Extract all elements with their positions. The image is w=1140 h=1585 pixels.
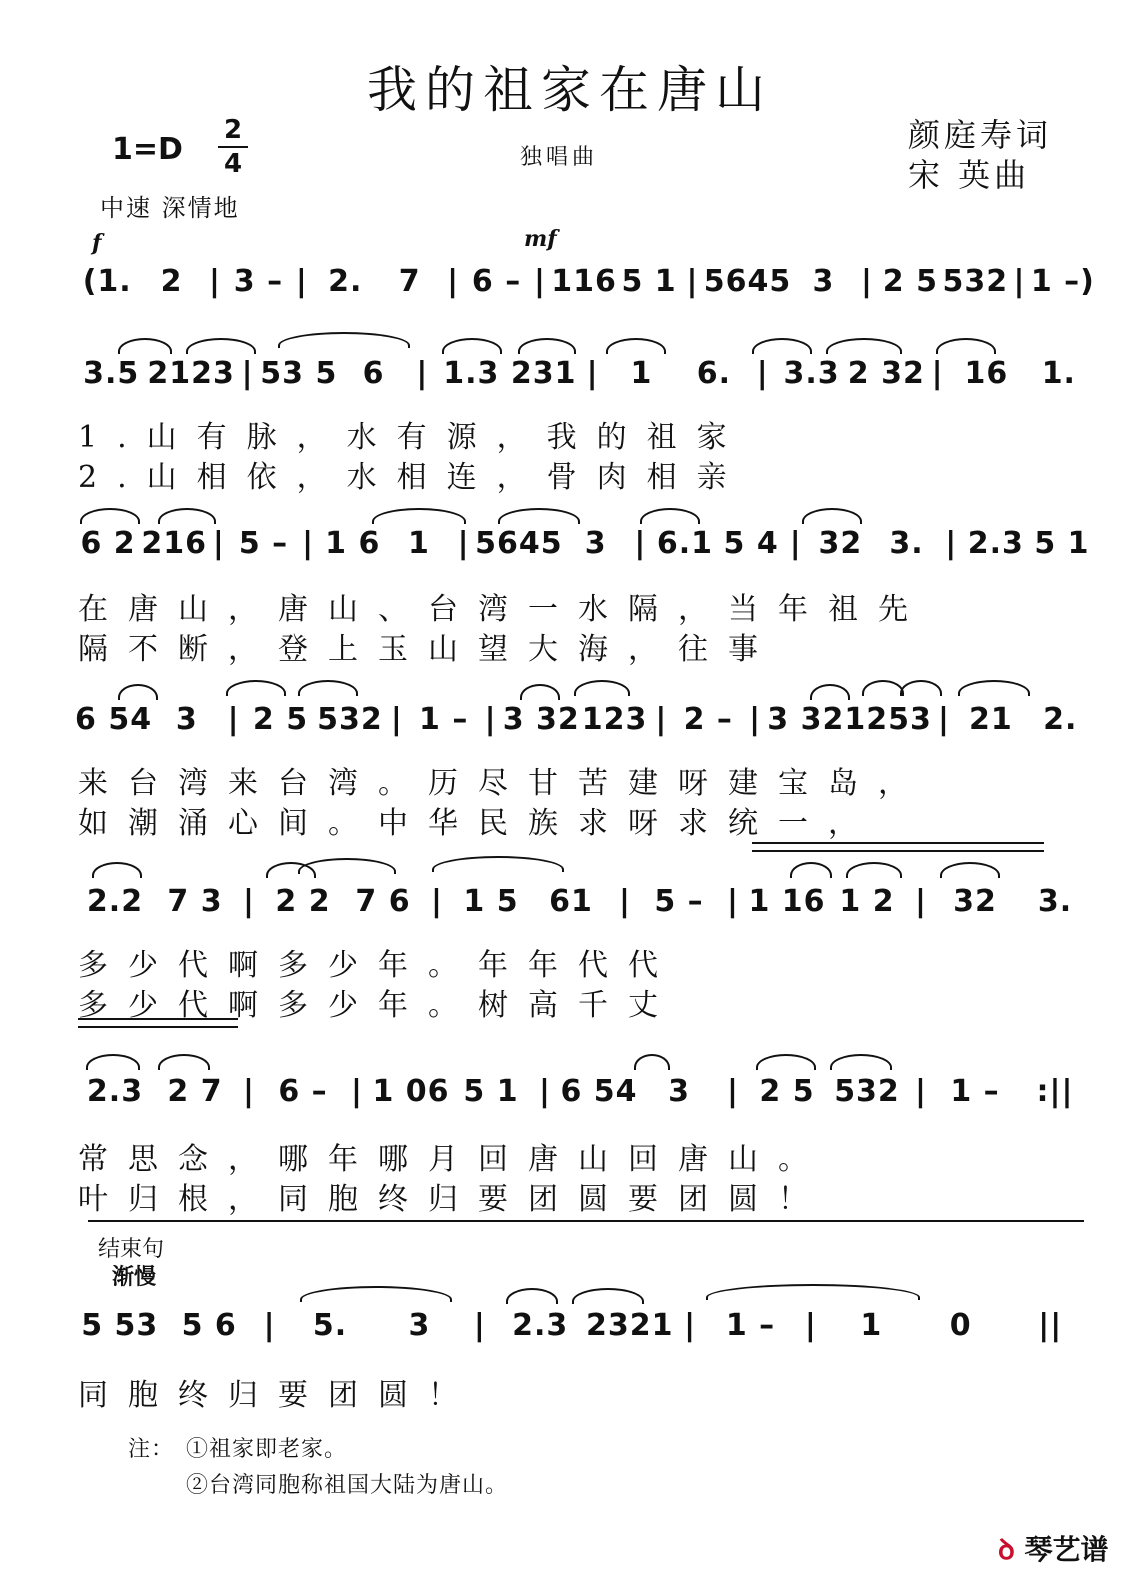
note-group: 32 (953, 883, 997, 919)
barline: | (945, 525, 958, 561)
slur (520, 684, 560, 700)
barline: | (931, 355, 944, 391)
barline: | (351, 1073, 363, 1109)
note-group: 53 5 (260, 355, 338, 391)
barline: | (539, 1073, 551, 1109)
note-group: 5 1 (1034, 525, 1090, 561)
note-group: 2 32 (847, 355, 925, 391)
slur (810, 684, 850, 700)
slur (298, 680, 358, 696)
note-group: 1 06 (372, 1073, 450, 1109)
slur (86, 1054, 140, 1070)
note-group: 6. (696, 355, 731, 391)
lyric-line: 隔不断，登上玉山望大海，往事 (78, 632, 778, 667)
slur (158, 1054, 210, 1070)
barline: | (457, 525, 470, 561)
note-group: 16 (964, 355, 1009, 391)
meter-line (218, 146, 248, 148)
barline: | (484, 701, 497, 737)
staff-row-6 (75, 1068, 1095, 1114)
slur (802, 508, 862, 524)
barline: | (915, 1073, 927, 1109)
note-group: 116 (551, 263, 617, 299)
barline: | (473, 1307, 486, 1343)
slur (80, 508, 140, 524)
barline: | (655, 701, 668, 737)
note-group: 7 6 (355, 883, 411, 919)
note-group: 1 – (419, 701, 469, 737)
note-group: 2 5 (252, 701, 309, 737)
note-group: 2 5 (882, 263, 938, 299)
footnote-1: ①祖家即老家。 (186, 1437, 348, 1462)
note-group: 3 (408, 1307, 431, 1343)
note-group: 1253 (844, 701, 932, 737)
barline: | (686, 263, 699, 299)
staff-row-3 (75, 520, 1095, 566)
note-group: 5 4 (723, 525, 779, 561)
dynamic-forte: f (92, 230, 102, 256)
barline: | (619, 883, 631, 919)
staff-row-7 (75, 1302, 1095, 1348)
song-title: 我的祖家在唐山 (367, 61, 773, 119)
barline: | (727, 883, 739, 919)
slur (826, 338, 902, 354)
lyric-line: 如潮涌心间。中华民族求呀求统一， (78, 806, 878, 841)
lyric-line: 2.山相依，水相连，骨肉相亲 (78, 460, 747, 495)
slur (846, 862, 902, 878)
lyric-line: 常思念，哪年哪月回唐山回唐山。 (78, 1142, 828, 1177)
note-group: 2.2 (86, 883, 144, 919)
note-group: 1 6 (325, 525, 381, 561)
note-group: 5 – (654, 883, 704, 919)
notes-row-4 (75, 696, 1095, 742)
notes-row-6 (75, 1068, 1095, 1114)
slur (226, 680, 286, 696)
barline: | (586, 355, 599, 391)
barline: | (749, 701, 762, 737)
note-group: 1. (1041, 355, 1076, 391)
slur (640, 508, 700, 524)
barline: | (416, 355, 429, 391)
note-group: 6.1 (656, 525, 714, 561)
note-group: 21 (968, 701, 1013, 737)
note-group: 7 (398, 263, 421, 299)
barline: :|| (1036, 1073, 1074, 1109)
staff-row-5 (75, 878, 1095, 924)
slur (634, 1054, 670, 1070)
note-group: 3. (1037, 883, 1073, 919)
slur (372, 508, 466, 524)
staff-row-4 (75, 696, 1095, 742)
slur (300, 1286, 452, 1302)
barline: | (634, 525, 647, 561)
slur (574, 680, 630, 696)
notes-row-2 (75, 350, 1095, 396)
note-group: 5 – (238, 525, 289, 561)
note-group: 6 – (278, 1073, 328, 1109)
note-group: 6 54 (560, 1073, 638, 1109)
slur (92, 862, 142, 878)
phrase-line (752, 850, 1044, 852)
note-group: 1.3 (443, 355, 500, 391)
note-group: 2123 (147, 355, 235, 391)
note-group: 2321 (585, 1307, 674, 1343)
barline: | (227, 701, 240, 737)
barline: | (860, 263, 873, 299)
barline: | (804, 1307, 817, 1343)
slur (900, 680, 942, 696)
notes-row-3 (75, 520, 1095, 566)
notes-row-5 (75, 878, 1095, 924)
note-group: 3 – (233, 263, 284, 299)
note-group: 2 (160, 263, 183, 299)
barline: | (915, 883, 927, 919)
note-group: 532 (317, 701, 383, 737)
composer-credit: 宋 英曲 (908, 156, 1031, 194)
ritardando-marking: 渐慢 (112, 1264, 157, 1290)
slur (118, 684, 158, 700)
note-group: 2 – (683, 701, 733, 737)
slur (606, 338, 666, 354)
coda-bracket-line (88, 1220, 1084, 1222)
phrase-line (78, 1026, 238, 1028)
note-group: 7 3 (167, 883, 223, 919)
note-group: 3 32 (502, 701, 580, 737)
note-group: 532 (834, 1073, 900, 1109)
note-group: (1. (82, 263, 132, 299)
slur (572, 1288, 644, 1304)
note-group: 0 (949, 1307, 972, 1343)
slur (506, 1288, 558, 1304)
slur (830, 1054, 892, 1070)
note-group: 3 (812, 263, 835, 299)
note-group: 3. (889, 525, 924, 561)
barline: || (1038, 1307, 1063, 1343)
barline: | (431, 883, 443, 919)
lyric-line: 在唐山，唐山、台湾一水隔，当年祖先 (78, 592, 928, 627)
staff-row-2 (75, 350, 1095, 396)
barline: | (756, 355, 769, 391)
meter-bottom: 4 (223, 149, 243, 179)
note-group: 2 2 (275, 883, 331, 919)
barline: | (302, 525, 315, 561)
slur (298, 858, 396, 874)
note-group: 2.3 (967, 525, 1024, 561)
barline: | (241, 355, 254, 391)
tempo-marking: 中速 深情地 (100, 194, 240, 222)
note-group: 6 – (471, 263, 522, 299)
footnote-2: ②台湾同胞称祖国大陆为唐山。 (186, 1473, 509, 1498)
slur (278, 332, 410, 348)
barline: | (789, 525, 802, 561)
footnote-label: 注： (128, 1437, 175, 1462)
barline: | (390, 701, 403, 737)
slur (498, 508, 580, 524)
barline: | (938, 701, 950, 737)
note-group: 1 5 (463, 883, 519, 919)
slur (936, 338, 996, 354)
lyric-line: 来台湾来台湾。历尽甘苦建呀建宝岛， (78, 766, 928, 801)
barline: | (243, 1073, 255, 1109)
note-group: 1 (630, 355, 653, 391)
barline: | (243, 883, 255, 919)
barline: | (212, 525, 225, 561)
lyric-line: 多少代啊多少年。年年代代 (78, 948, 678, 983)
notes-row-1 (75, 258, 1095, 304)
notes-row-7 (75, 1302, 1095, 1348)
barline: | (263, 1307, 276, 1343)
note-group: 3.5 (83, 355, 140, 391)
note-group: 6 2 (80, 525, 136, 561)
key-signature: 1=D (112, 132, 183, 167)
slur (432, 856, 564, 872)
barline: | (727, 1073, 739, 1109)
note-group: 61 (549, 883, 593, 919)
dynamic-mezzo-forte: mf (524, 226, 557, 252)
note-group: 2.3 (512, 1307, 569, 1343)
note-group: 6 54 (75, 701, 153, 737)
subtitle: 独唱曲 (520, 145, 599, 170)
note-group: 5 1 (621, 263, 677, 299)
note-group: 1 2 (839, 883, 895, 919)
barline: | (209, 263, 221, 299)
note-group: 3 (668, 1073, 690, 1109)
note-group: 5 1 (463, 1073, 519, 1109)
note-group: 2. (1043, 701, 1078, 737)
barline: | (295, 263, 308, 299)
lyric-line: 多少代啊多少年。树高千丈 (78, 988, 678, 1023)
note-group: 532 (942, 263, 1009, 299)
lyric-line: 叶归根，同胞终归要团圆要团圆！ (78, 1182, 828, 1217)
note-group: 3 (175, 701, 198, 737)
note-group: 5. (312, 1307, 348, 1343)
note-group: 2. (328, 263, 363, 299)
note-group: 2 5 (759, 1073, 815, 1109)
note-group: 1 (860, 1307, 883, 1343)
note-group: 2.3 (86, 1073, 144, 1109)
slur (756, 1054, 816, 1070)
note-group: 5 53 (81, 1307, 159, 1343)
time-signature (218, 116, 248, 178)
slur (118, 338, 172, 354)
note-group: 5645 (703, 263, 792, 299)
slur (518, 338, 576, 354)
logo-text: 琴艺谱 (1024, 1533, 1109, 1566)
slur (752, 338, 812, 354)
slur (790, 862, 832, 878)
barline: | (684, 1307, 697, 1343)
note-group: 231 (510, 355, 577, 391)
note-group: 5645 (475, 525, 563, 561)
slur (706, 1284, 920, 1300)
lyric-line: 同胞终归要团圆！ (78, 1378, 478, 1413)
note-group: 1 (407, 525, 430, 561)
note-group: 216 (141, 525, 208, 561)
lyricist-credit: 颜庭寿词 (908, 116, 1053, 154)
slur (958, 680, 1030, 696)
slur (940, 862, 1000, 878)
slur (186, 338, 256, 354)
staff-row-1 (75, 258, 1095, 304)
note-group: 1 –) (1030, 263, 1095, 299)
slur (442, 338, 502, 354)
note-group: 1 – (725, 1307, 776, 1343)
phrase-line (752, 842, 1044, 844)
note-group: 5 6 (181, 1307, 237, 1343)
note-group: 6 (362, 355, 385, 391)
barline: | (447, 263, 460, 299)
meter-top: 2 (223, 115, 243, 145)
note-group: 2 7 (167, 1073, 223, 1109)
note-group: 1 16 (748, 883, 826, 919)
site-logo (998, 1528, 1109, 1568)
slur (862, 680, 904, 696)
note-group: 32 (818, 525, 863, 561)
note-group: 3 32 (767, 701, 845, 737)
coda-label: 结束句 (98, 1237, 165, 1262)
note-group: 1 – (950, 1073, 1000, 1109)
barline: | (534, 263, 546, 299)
lyric-line: 1.山有脉，水有源，我的祖家 (78, 420, 747, 455)
logo-mark-icon: ꝺ (998, 1533, 1015, 1566)
barline: | (1013, 263, 1026, 299)
note-group: 3.3 (783, 355, 840, 391)
note-group: 123 (581, 701, 648, 737)
note-group: 3 (584, 525, 607, 561)
slur (158, 508, 216, 524)
